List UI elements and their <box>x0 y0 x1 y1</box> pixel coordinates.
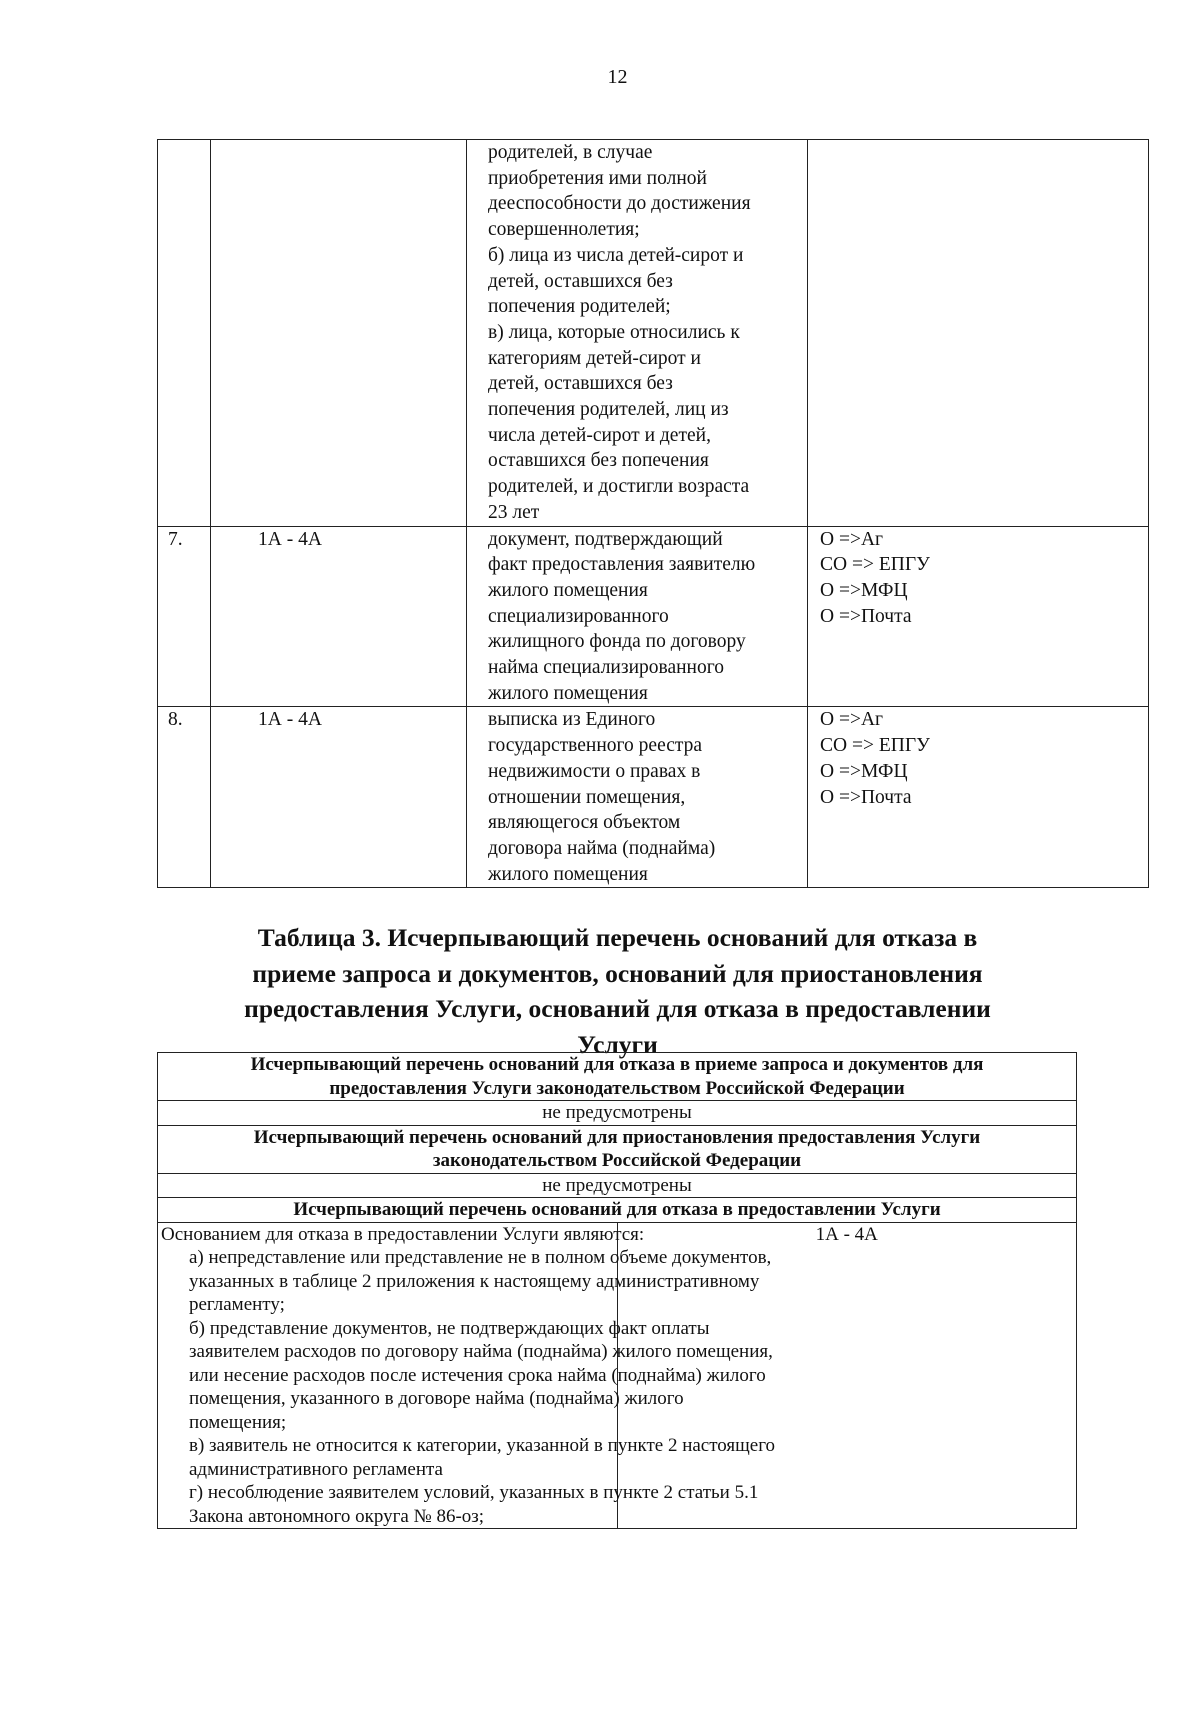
text-line: выписка из Единого <box>488 709 656 731</box>
title-line: предоставления Услуги, оснований для отказа в предоставлении <box>244 994 991 1023</box>
text-line: отношении помещения, <box>488 786 686 808</box>
text-line: жилого помещения <box>488 579 648 601</box>
row-document-description <box>467 526 808 707</box>
text-line: помещения, указанного в договоре найма (поднайма) жилого <box>189 1388 684 1409</box>
row-number: 8. <box>158 707 211 888</box>
text-line: жилого помещения <box>488 682 648 704</box>
text-line: б) лица из числа детей-сирот и <box>488 244 744 266</box>
text-line: жилого помещения <box>488 863 648 885</box>
submission-method: О =>Почта <box>820 605 912 627</box>
text-line: числа детей-сирот и детей, <box>488 424 711 446</box>
text-line: приобретения ими полной <box>488 167 707 189</box>
text-line: попечения родителей, лиц из <box>488 399 729 421</box>
text-line: оставшихся без попечения <box>488 450 709 472</box>
text-line: заявителем расходов по договору найма (поднайма) жилого помещения, <box>189 1341 773 1362</box>
grounds-refusal-codes: 1А - 4А <box>617 1222 1077 1529</box>
row-number <box>158 140 211 527</box>
row-submission-methods <box>808 526 1149 707</box>
text-line: а) непредставление или представление не в полном объеме документов, <box>189 1247 772 1268</box>
text-line: найма специализированного <box>488 657 724 679</box>
grounds-value-row-2 <box>158 1173 1077 1198</box>
refusal-grounds-table <box>157 1052 1077 1529</box>
text-line: детей, оставшихся без <box>488 373 673 395</box>
row-category-codes <box>211 140 467 527</box>
grounds-header-suspension: Исчерпывающий перечень оснований для приостановления предоставления Услуги законодательством Российской Федерации <box>158 1125 1077 1173</box>
text-line: административного регламента <box>189 1458 443 1480</box>
submission-method: О =>Почта <box>820 786 912 808</box>
text-line: указанных в таблице 2 приложения к настоящему административному <box>189 1270 760 1292</box>
table-3-title <box>0 920 1200 1062</box>
text-line: родителей, в случае <box>488 142 653 163</box>
row-document-description <box>467 707 808 888</box>
documents-table <box>157 139 1149 888</box>
page-number: 12 <box>607 66 628 88</box>
text-line: родителей, и достигли возраста <box>488 476 750 498</box>
text-line: являющегося объектом <box>488 812 681 834</box>
submission-method: О =>Аг <box>820 709 884 731</box>
text-line: в) заявитель не относится к категории, указанной в пункте 2 настоящего <box>189 1435 776 1456</box>
text-line: помещения; <box>189 1411 287 1433</box>
grounds-header-row-3 <box>158 1198 1077 1223</box>
text-line: Основанием для отказа в предоставлении Услуги являются: <box>161 1223 645 1245</box>
text-line: детей, оставшихся без <box>488 270 673 292</box>
text-line: факт предоставления заявителю <box>488 554 756 576</box>
submission-method: О =>Аг <box>820 528 884 550</box>
text-line: в) лица, которые относились к <box>488 321 740 343</box>
grounds-header-row-1 <box>158 1053 1077 1101</box>
title-line: Таблица 3. Исчерпывающий перечень оснований для отказа в <box>257 923 978 952</box>
grounds-value-suspension: не предусмотрены <box>158 1173 1077 1198</box>
grounds-refusal-text <box>158 1222 776 1529</box>
text-line: документ, подтверждающий <box>488 528 723 550</box>
grounds-header-refusal: Исчерпывающий перечень оснований для отказа в предоставлении Услуги <box>158 1198 1077 1223</box>
text-line: недвижимости о правах в <box>488 760 701 782</box>
grounds-body-row <box>158 1222 1077 1529</box>
submission-method: СО => ЕПГУ <box>820 735 930 757</box>
row-category-codes: 1А - 4А <box>211 526 467 707</box>
text-line: договора найма (поднайма) <box>488 837 716 859</box>
text-line: б) представление документов, не подтверждающих факт оплаты <box>189 1317 710 1339</box>
text-line: дееспособности до достижения <box>488 193 751 215</box>
text-line: совершеннолетия; <box>488 219 640 241</box>
text-line: г) несоблюдение заявителем условий, указанных в пункте 2 статьи 5.1 <box>189 1482 759 1503</box>
text-line: специализированного <box>488 605 669 627</box>
text-line: попечения родителей; <box>488 296 671 318</box>
title-line: приеме запроса и документов, оснований для приостановления <box>252 958 983 988</box>
text-line: или несение расходов после истечения срока найма (поднайма) жилого <box>189 1364 766 1386</box>
submission-method: СО => ЕПГУ <box>820 554 930 576</box>
row-category-codes: 1А - 4А <box>211 707 467 888</box>
text-line: жилищного фонда по договору <box>488 631 746 653</box>
grounds-header-reception: Исчерпывающий перечень оснований для отказа в приеме запроса и документов для предоставления Услуги законодательством Российской Федерации <box>158 1053 1077 1101</box>
row-submission-methods <box>808 707 1149 888</box>
row-submission-methods <box>808 140 1149 527</box>
row-number: 7. <box>158 526 211 707</box>
grounds-header-row-2 <box>158 1125 1077 1173</box>
text-line: Закона автономного округа № 86-оз; <box>189 1505 485 1527</box>
row-document-description <box>467 140 808 527</box>
title-line: Услуги <box>577 1029 658 1059</box>
table-row <box>158 140 1149 527</box>
submission-method: О =>МФЦ <box>820 579 908 601</box>
submission-method: О =>МФЦ <box>820 760 908 782</box>
text-line: категориям детей-сирот и <box>488 347 701 369</box>
table-row <box>158 707 1149 888</box>
text-line: 23 лет <box>488 501 540 523</box>
grounds-value-row-1 <box>158 1101 1077 1126</box>
table-row <box>158 526 1149 707</box>
text-line: государственного реестра <box>488 735 703 757</box>
text-line: регламенту; <box>189 1294 285 1315</box>
grounds-value-reception: не предусмотрены <box>158 1101 1077 1126</box>
